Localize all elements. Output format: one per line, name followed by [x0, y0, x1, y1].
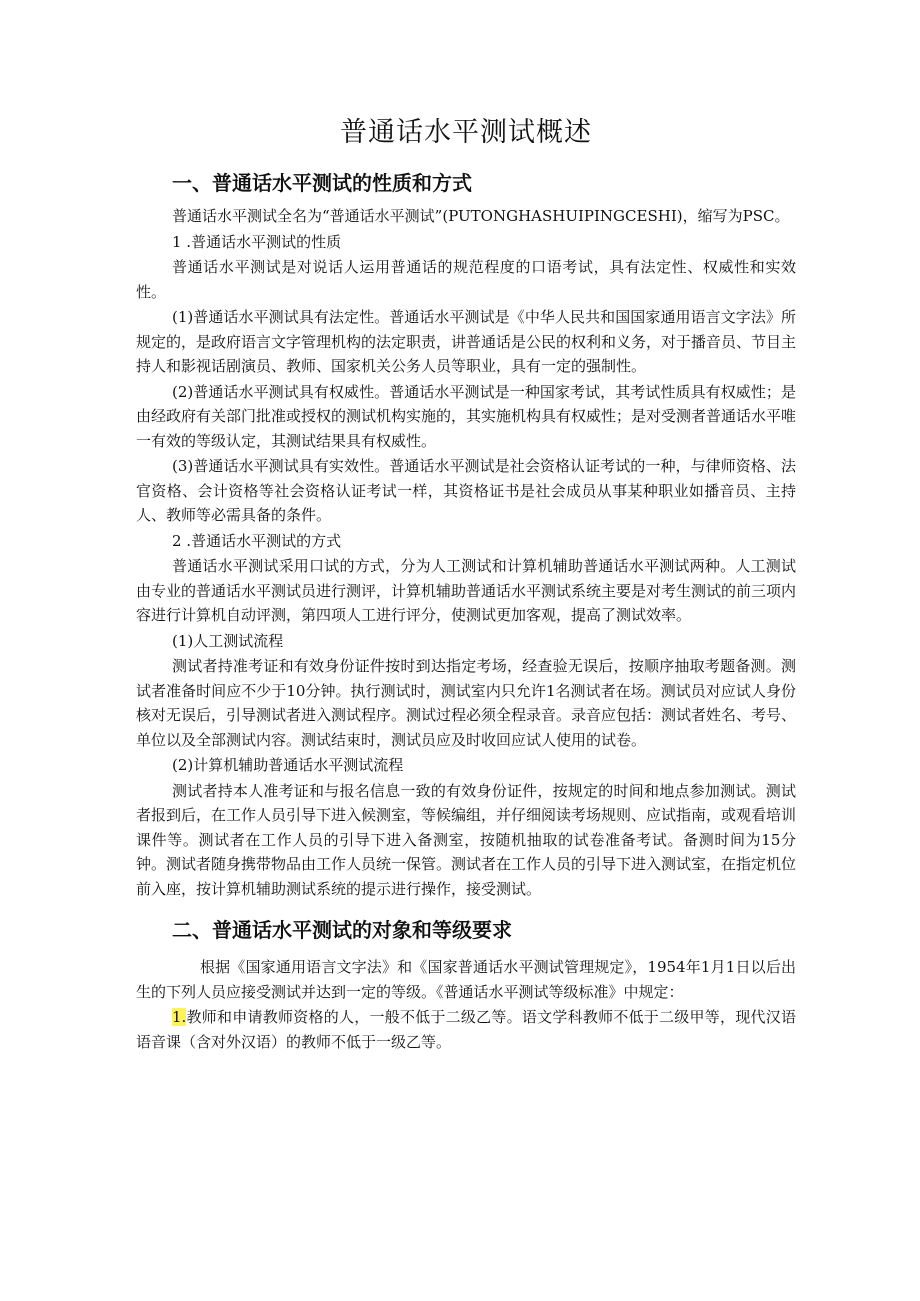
subheading-computer-test: (2)计算机辅助普通话水平测试流程: [172, 756, 404, 774]
subheading-nature: 1 .普通话水平测试的性质: [172, 232, 342, 251]
highlighted-number: 1.: [172, 1008, 187, 1026]
intro-paragraph: 普通话水平测试全名为“普通话水平测试”(PUTONGHASHUIPINGCESHI)，缩写为PSC。: [172, 207, 790, 225]
authority-paragraph: (2)普通话水平测试具有权威性。普通话水平测试是一种国家考试，其考试性质具有权威性；是由经政府有关部门批准或授权的测试机构实施的，其实施机构具有权威性；是对受测者普通话水平唯一有效的等级认定，其测试结果具有权威性。: [136, 382, 797, 450]
page-title: 普通话水平测试概述: [340, 117, 592, 148]
section-2-heading: 二、普通话水平测试的对象和等级要求: [172, 918, 512, 942]
legal-paragraph: (1)普通话水平测试具有法定性。普通话水平测试是《中华人民共和国国家通用语言文字法》所规定的，是政府语言文字管理机构的法定职责，讲普通话是公民的权利和义务，对于播音员、节目主持人和影视话剧演员、教师、国家机关公务人员等职业，具有一定的强制性。: [136, 308, 797, 375]
manual-test-paragraph: 测试者持准考证和有效身份证件按时到达指定考场，经查验无误后，按顺序抽取考题备测。测试者准备时间应不少于10分钟。执行测试时，测试室内只允许1名测试者在场。测试员对应试人身份核对无误后，引导测试者进入测试程序。测试过程必须全程录音。录音应包括：测试者姓名、考号、单位以及全部测试内容。测试结束时，测试员应及时收回应试人使用的试卷。: [136, 657, 797, 749]
requirements-paragraph: 根据《国家通用语言文字法》和《国家普通话水平测试管理规定》，1954年1月1日以后出生的下列人员应接受测试并达到一定的等级。《普通话水平测试等级标准》中规定：: [136, 958, 796, 1001]
subheading-method: 2 .普通话水平测试的方式: [172, 531, 342, 550]
nature-paragraph: 普通话水平测试是对说话人运用普通话的规范程度的口语考试，具有法定性、权威性和实效性。: [136, 258, 796, 301]
effectiveness-paragraph: (3)普通话水平测试具有实效性。普通话水平测试是社会资格认证考试的一种，与律师资格、法官资格、会计资格等社会资格认证考试一样，其资格证书是社会成员从事某种职业如播音员、主持人、教师等必需具备的条件。: [136, 457, 796, 524]
section-1-heading: 一、普通话水平测试的性质和方式: [172, 171, 472, 195]
list-item-1-text: 教师和申请教师资格的人，一般不低于二级乙等。语文学科教师不低于二级甲等，现代汉语语音课（含对外汉语）的教师不低于一级乙等。: [136, 1008, 796, 1051]
list-item-1: [136, 1005, 796, 1054]
method-paragraph: 普通话水平测试采用口试的方式，分为人工测试和计算机辅助普通话水平测试两种。人工测试由专业的普通话水平测试员进行测评，计算机辅助普通话水平测试系统主要是对考生测试的前三项内容进行计算机自动评测，第四项人工进行评分，使测试更加客观，提高了测试效率。: [136, 557, 797, 624]
subheading-manual-test: (1)人工测试流程: [172, 631, 284, 650]
computer-test-paragraph: 测试者持本人准考证和与报名信息一致的有效身份证件，按规定的时间和地点参加测试。测试者报到后，在工作人员引导下进入候测室，等候编组，并仔细阅读考场规则、应试指南，或观看培训课件等。测试者在工作人员的引导下进入备测室，按随机抽取的试卷准备考试。备测时间为15分钟。测试者随身携带物品由工作人员统一保管。测试者在工作人员的引导下进入测试室，在指定机位前入座，按计算机辅助测试系统的提示进行操作，接受测试。: [136, 781, 797, 898]
document-body: [136, 112, 796, 1055]
